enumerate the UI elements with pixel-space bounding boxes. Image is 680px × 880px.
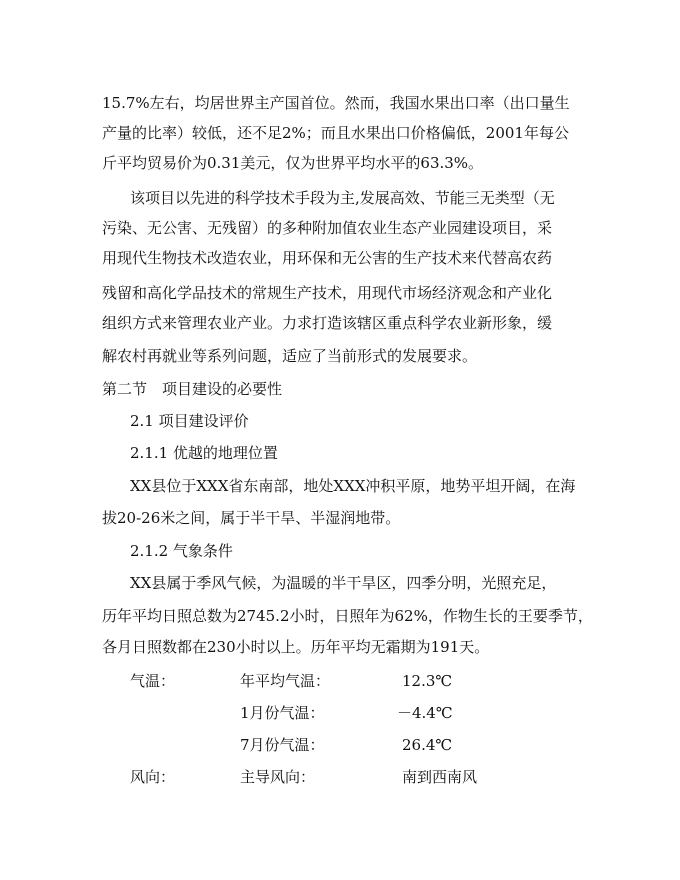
subsection-title: 2.1.1 优越的地理位置 <box>130 444 278 462</box>
table-value: －4.4℃ <box>397 704 453 722</box>
table-item: 年平均气温： <box>240 672 331 690</box>
table-value: 12.3℃ <box>402 672 453 690</box>
paragraph-line: 解农村再就业等系列问题，适应了当前形式的发展要求。 <box>102 347 478 365</box>
paragraph-line: 残留和高化学品技术的常规生产技术，用现代市场经济观念和产业化 <box>102 284 553 302</box>
paragraph-line: 污染、无公害、无残留）的多种附加值农业生态产业园建设项目，采 <box>102 219 553 237</box>
table-value: 26.4℃ <box>402 736 453 754</box>
paragraph-line: 各月日照数都在230小时以上。历年平均无霜期为191天。 <box>102 638 490 656</box>
paragraph-line: 15.7%左右，均居世界主产国首位。然而，我国水果出口率（出口量生 <box>102 94 570 112</box>
table-item: 1月份气温： <box>240 704 325 722</box>
subsection-title: 2.1 项目建设评价 <box>130 412 249 430</box>
paragraph-line: 历年平均日照总数为2745.2小时，日照年为62%，作物生长的王要季节， <box>102 607 593 625</box>
table-category: 气温： <box>130 672 176 690</box>
section-title: 第二节 项目建设的必要性 <box>102 380 283 398</box>
paragraph-line: XX县位于XXX省东南部，地处XXX冲积平原，地势平坦开阔，在海 <box>130 477 576 495</box>
paragraph-line: 用现代生物技术改造农业，用环保和无公害的生产技术来代替高农药 <box>102 249 553 267</box>
paragraph-line: XX县属于季风气候，为温暖的半干旱区，四季分明，光照充足， <box>130 574 557 592</box>
table-value: 南到西南风 <box>402 768 478 786</box>
paragraph-line: 斤平均贸易价为0.31美元，仅为世界平均水平的63.3%。 <box>102 154 484 172</box>
paragraph-line: 产量的比率）较低，还不足2%；而且水果出口价格偏低，2001年每公 <box>102 124 569 142</box>
table-item: 7月份气温： <box>240 736 325 754</box>
paragraph-line: 该项目以先进的科学技术手段为主,发展高效、节能三无类型（无 <box>130 189 555 207</box>
paragraph-line: 组织方式来管理农业产业。力求打造该辖区重点科学农业新形象，缓 <box>102 314 553 332</box>
subsection-title: 2.1.2 气象条件 <box>130 542 233 560</box>
paragraph-line: 拔20-26米之间，属于半干旱、半湿润地带。 <box>102 509 401 527</box>
table-category: 风向： <box>130 768 176 786</box>
table-item: 主导风向： <box>240 768 316 786</box>
